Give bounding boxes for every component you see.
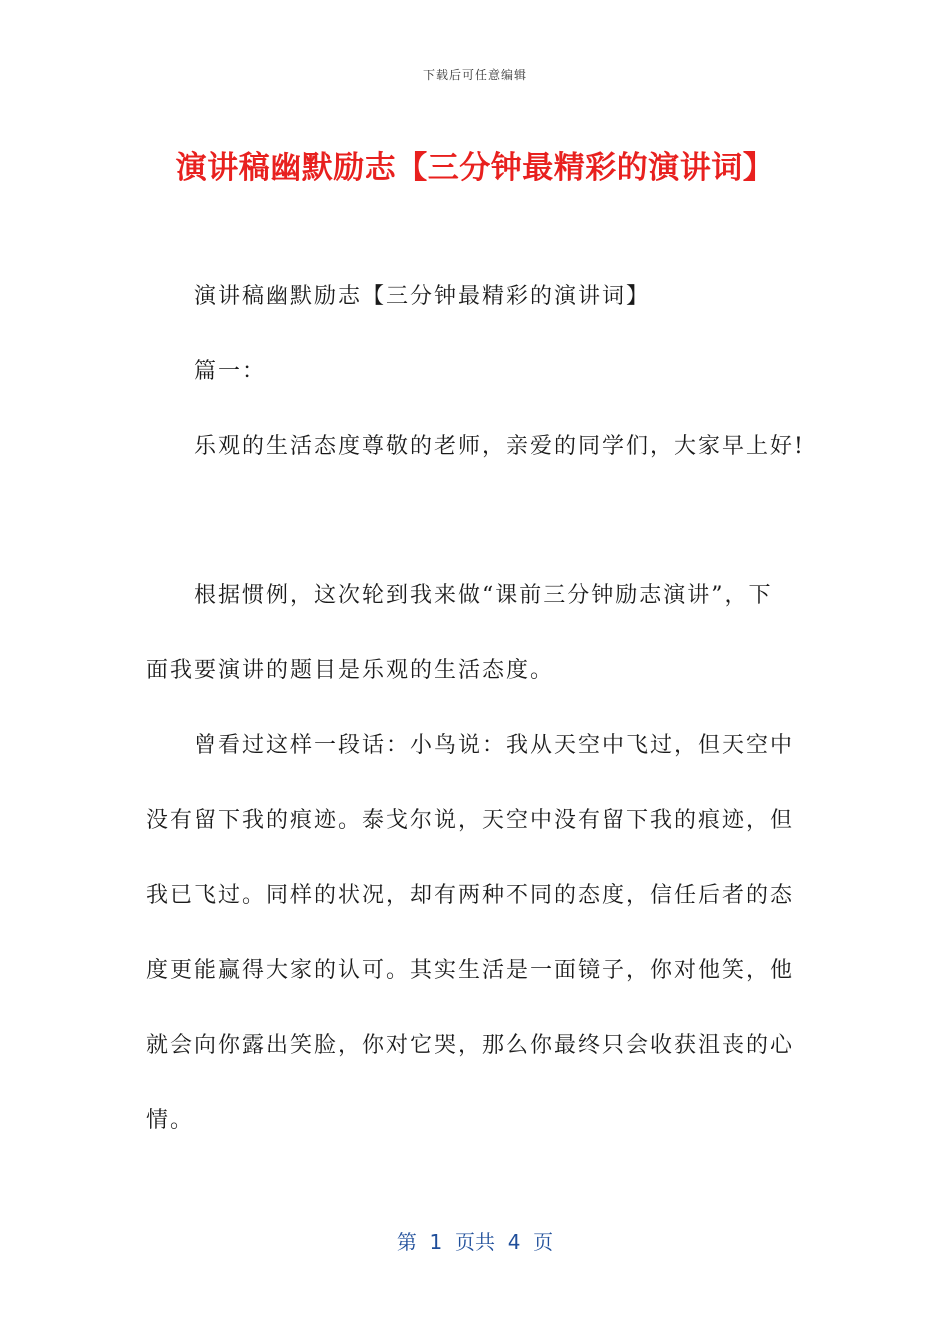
part-label: 篇一： [194, 359, 267, 384]
paragraph2-line: 曾看过这样一段话：小鸟说：我从天空中飞过，但天空中 [194, 733, 795, 758]
paragraph2-line: 情。 [146, 1108, 195, 1133]
document-title: 演讲稿幽默励志【三分钟最精彩的演讲词】 [175, 150, 775, 186]
document-body [146, 278, 805, 1140]
greeting-line: 乐观的生活态度尊敬的老师，亲爱的同学们，大家早上好! [194, 434, 805, 459]
page-footer: 第 1 页共 4 页 [396, 1230, 554, 1254]
paragraph2-line: 就会向你露出笑脸，你对它哭，那么你最终只会收获沮丧的心 [146, 1033, 795, 1058]
body-subtitle: 演讲稿幽默励志【三分钟最精彩的演讲词】 [194, 284, 651, 309]
header-note: 下载后可任意编辑 [422, 68, 527, 82]
paragraph2-line: 我已飞过。同样的状况，却有两种不同的态度，信任后者的态 [146, 883, 795, 908]
paragraph1-line: 根据惯例，这次轮到我来做“课前三分钟励志演讲”，下 [194, 583, 773, 608]
paragraph2-line: 度更能赢得大家的认可。其实生活是一面镜子，你对他笑，他 [146, 958, 795, 983]
paragraph2-line: 没有留下我的痕迹。泰戈尔说，天空中没有留下我的痕迹，但 [146, 808, 795, 833]
paragraph1-line: 面我要演讲的题目是乐观的生活态度。 [146, 658, 555, 683]
